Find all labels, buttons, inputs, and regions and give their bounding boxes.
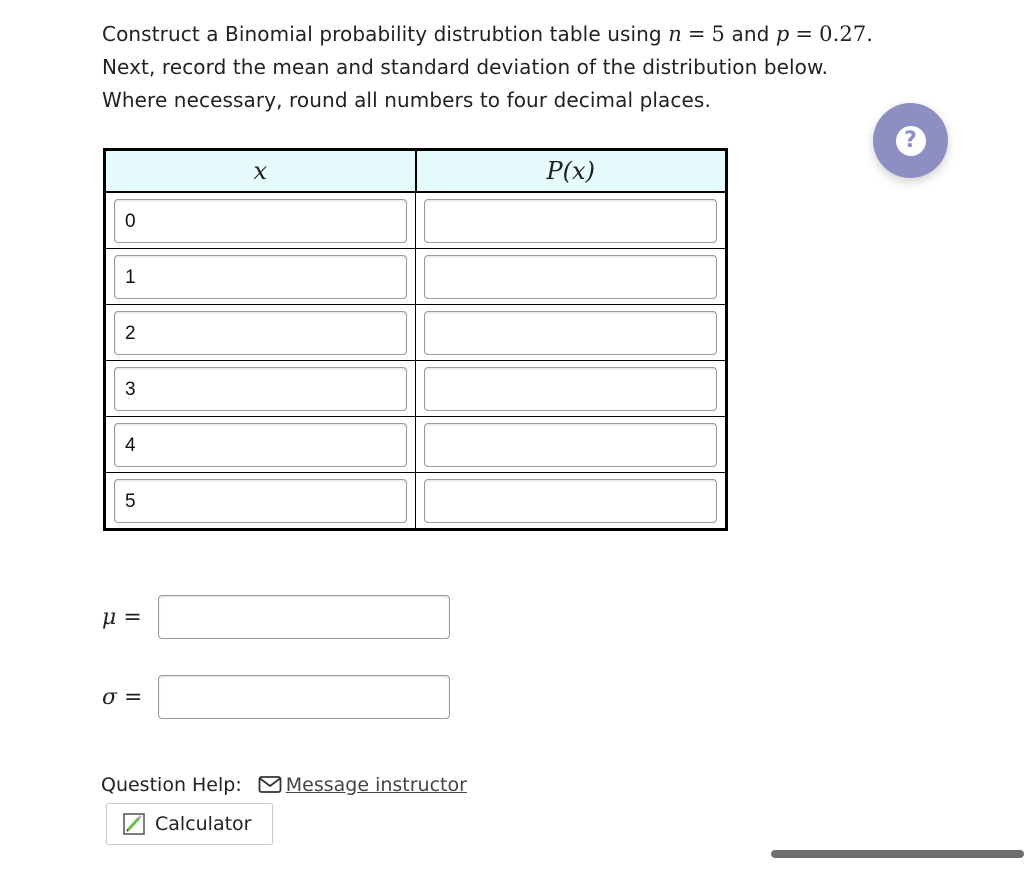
message-instructor-label: Message instructor [285,774,467,796]
n-symbol: n [668,22,682,46]
x-cell-3: 3 [114,367,407,411]
mean-input[interactable] [158,595,450,639]
calculator-button[interactable] [106,803,273,845]
sd-input[interactable] [158,675,450,719]
table-row [105,417,727,473]
sigma-label [102,685,158,710]
x-cell-0: 0 [114,199,407,243]
px-input-5[interactable] [424,479,717,523]
question-mark-icon: ? [896,126,926,156]
question-line-1 [102,18,942,51]
px-input-2[interactable] [424,311,717,355]
table-row [105,361,727,417]
px-input-0[interactable] [424,199,717,243]
x-cell-1: 1 [114,255,407,299]
calculator-label: Calculator [155,813,252,835]
n-value: 5 [711,22,725,46]
p-symbol: p [775,22,790,46]
table-header-row [105,150,727,193]
question-text [102,18,942,117]
px-input-1[interactable] [424,255,717,299]
mu-symbol: μ [102,604,117,630]
mu-label [102,605,158,630]
and-word: and [731,22,770,46]
equals-sign: = [687,22,706,46]
n-equation [668,22,725,46]
equals-sign: = [795,22,814,46]
question-help-label: Question Help: [101,774,242,796]
x-cell-4: 4 [114,423,407,467]
p-value: 0.27. [819,22,874,46]
sd-row [102,675,450,719]
equals-sign: = [124,684,143,710]
table-row [105,192,727,249]
px-input-3[interactable] [424,367,717,411]
message-instructor-link[interactable] [258,774,467,796]
table-row [105,305,727,361]
x-cell-5: 5 [114,479,407,523]
header-x: x [105,150,416,193]
question-line-3: Where necessary, round all numbers to four decimal places. [102,88,711,112]
horizontal-scrollbar[interactable] [771,850,1024,858]
px-input-4[interactable] [424,423,717,467]
mean-row [102,595,450,639]
table-row [105,249,727,305]
help-button[interactable] [873,103,948,178]
probability-table [103,148,728,531]
equals-sign: = [123,604,142,630]
calculator-pencil-icon [123,813,145,835]
header-px: P(x) [416,150,727,193]
question-help [101,774,467,796]
question-line-1-prefix: Construct a Binomial probability distrubtion table using [102,22,662,46]
question-line-2: Next, record the mean and standard deviation of the distribution below. [102,55,829,79]
envelope-icon [258,775,282,795]
p-equation [776,22,873,46]
x-cell-2: 2 [114,311,407,355]
table-row [105,473,727,530]
sigma-symbol: σ [102,684,118,710]
